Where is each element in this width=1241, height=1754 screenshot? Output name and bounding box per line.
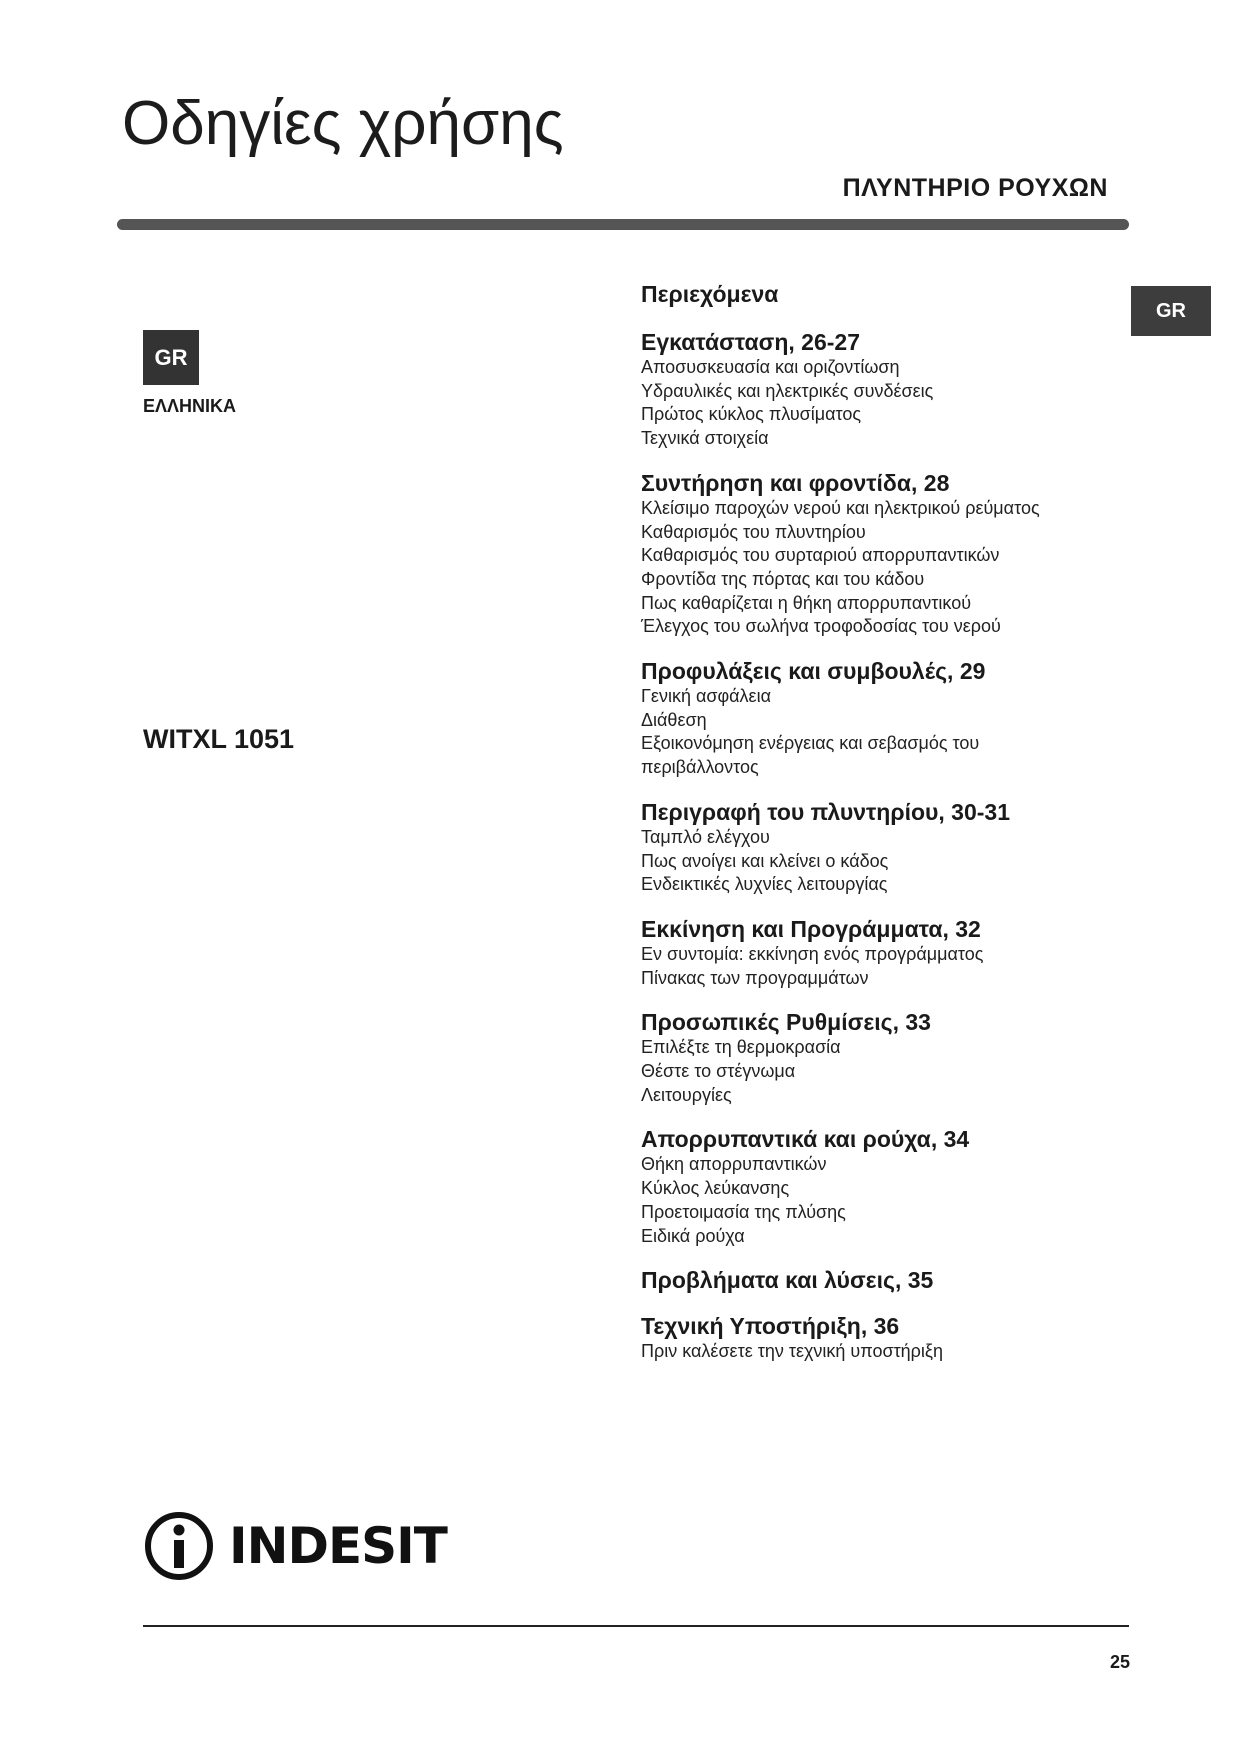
- language-badge: GR: [143, 330, 199, 385]
- toc-section: [641, 1267, 1111, 1294]
- section-title: Συντήρηση και φροντίδα, 28: [641, 469, 950, 496]
- section-item: Έλεγχος του σωλήνα τροφοδοσίας του νερού: [641, 616, 1001, 637]
- toc-section: [641, 658, 1111, 780]
- product-type: ΠΛΥΝΤΗΡΙΟ ΡΟΥΧΩΝ: [842, 174, 1108, 202]
- brand-name: INDESIT: [229, 1517, 447, 1575]
- section-item: Γενική ασφάλεια: [641, 686, 771, 707]
- section-item: Καθαρισμός του πλυντηρίου: [641, 521, 866, 542]
- section-item: Τεχνικά στοιχεία: [641, 428, 769, 449]
- section-item: Ειδικά ρούχα: [641, 1225, 745, 1246]
- section-item: Πριν καλέσετε την τεχνική υποστήριξη: [641, 1341, 943, 1362]
- section-title: Τεχνική Υποστήριξη, 36: [641, 1313, 900, 1340]
- section-title: Περιγραφή του πλυντηρίου, 30-31: [641, 798, 1010, 825]
- section-item: Εν συντομία: εκκίνηση ενός προγράμματος: [641, 943, 984, 964]
- toc-section: [641, 470, 1111, 639]
- section-item: Διάθεση: [641, 709, 707, 730]
- toc-section: [641, 329, 1111, 451]
- footer-divider: [143, 1625, 1129, 1627]
- brand-logo: [143, 1510, 447, 1582]
- section-title: Εγκατάσταση, 26-27: [641, 329, 860, 355]
- section-item: Προετοιμασία της πλύσης: [641, 1201, 846, 1222]
- language-side-tab: GR: [1131, 286, 1211, 336]
- toc-section: [641, 799, 1111, 897]
- section-item: Θέστε το στέγνωμα: [641, 1061, 796, 1082]
- section-item: Αποσυσκευασία και οριζοντίωση: [641, 357, 900, 377]
- section-item: Πως ανοίγει και κλείνει ο κάδος: [641, 850, 889, 871]
- section-item: Λειτουργίες: [641, 1084, 732, 1105]
- toc-section: [641, 1313, 1111, 1364]
- toc-section: [641, 1126, 1111, 1248]
- section-item: Επιλέξτε τη θερμοκρασία: [641, 1037, 841, 1058]
- toc-section: [641, 1009, 1111, 1107]
- section-item: Θήκη απορρυπαντικών: [641, 1154, 827, 1175]
- section-item: Εξοικονόμηση ενέργειας και σεβασμός του: [641, 733, 980, 754]
- section-title: Προβλήματα και λύσεις, 35: [641, 1267, 934, 1294]
- section-title: Προσωπικές Ρυθμίσεις, 33: [641, 1009, 931, 1036]
- model-number: WITXL 1051: [143, 724, 295, 754]
- table-of-contents: [641, 281, 1111, 1383]
- language-name: ΕΛΛΗΝΙΚΑ: [143, 396, 237, 416]
- section-item: Φροντίδα της πόρτας και του κάδου: [641, 568, 925, 589]
- page-number: 25: [1109, 1652, 1130, 1672]
- indesit-i-logo-icon: [143, 1510, 215, 1582]
- header-divider: [117, 219, 1129, 230]
- section-title: Εκκίνηση και Προγράμματα, 32: [641, 915, 981, 942]
- section-item: Καθαρισμός του συρταριού απορρυπαντικών: [641, 545, 1000, 566]
- section-item: Πως καθαρίζεται η θήκη απορρυπαντικού: [641, 592, 972, 613]
- toc-section: [641, 916, 1111, 990]
- section-item: Κλείσιμο παροχών νερού και ηλεκτρικού ρεύματος: [641, 497, 1040, 518]
- section-title: Προφυλάξεις και συμβουλές, 29: [641, 658, 986, 685]
- section-item: Υδραυλικές και ηλεκτρικές συνδέσεις: [641, 380, 934, 401]
- section-item: Ενδεικτικές λυχνίες λειτουργίας: [641, 874, 888, 895]
- page-title: Οδηγίες χρήσης: [122, 89, 564, 158]
- section-item: περιβάλλοντος: [641, 757, 759, 778]
- section-title: Απορρυπαντικά και ρούχα, 34: [641, 1126, 970, 1153]
- section-item: Πρώτος κύκλος πλυσίματος: [641, 404, 862, 425]
- toc-heading: Περιεχόμενα: [641, 281, 779, 307]
- section-item: Κύκλος λεύκανσης: [641, 1178, 790, 1199]
- section-item: Ταμπλό ελέγχου: [641, 826, 770, 847]
- section-item: Πίνακας των προγραμμάτων: [641, 967, 869, 988]
